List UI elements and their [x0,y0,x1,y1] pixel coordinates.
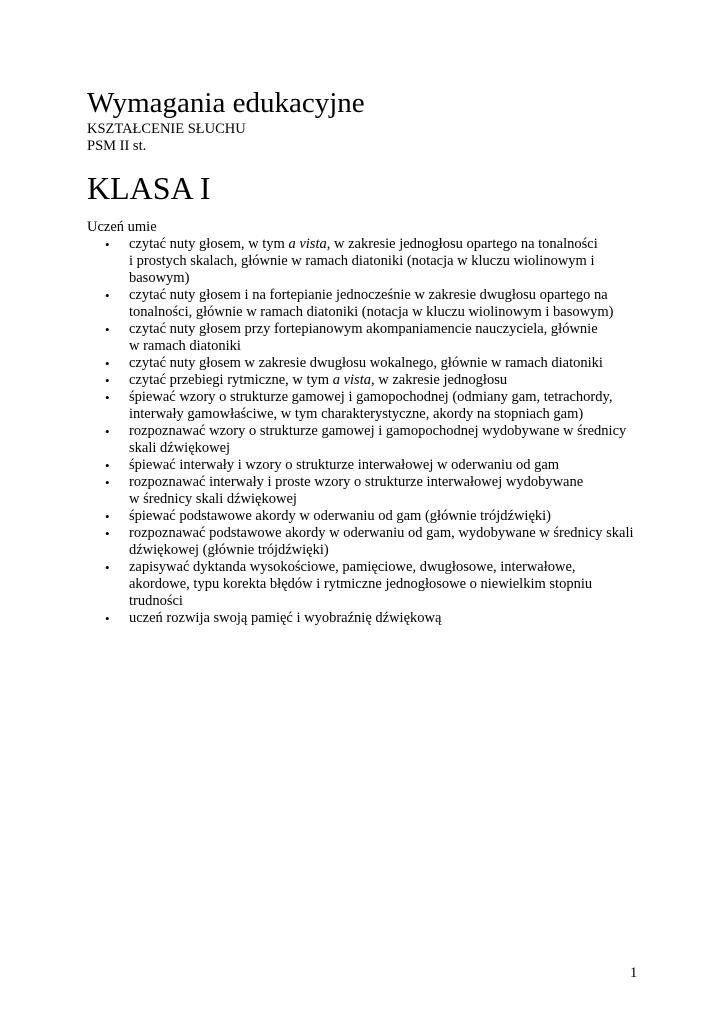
list-item [105,525,650,559]
intro-text: Uczeń umie [87,219,157,235]
bullet-icon: • [105,475,110,490]
bullet-icon: • [105,424,110,439]
list-item [105,389,650,423]
list-item-text-end: , w zakresie jednogłosu [370,372,508,388]
list-item [105,610,650,627]
list-item-text [129,610,441,626]
list-item [105,457,650,474]
list-item-text-start: śpiewać interwały i wzory o strukturze interwałowej w oderwaniu od gam [129,457,560,473]
list-item-text [129,457,559,473]
list-item-continuation: akordowe, typu korekta błędów i rytmiczne jednogłosowe o niewielkim stopniu [129,576,593,592]
bullet-icon: • [105,509,110,524]
list-item-text [129,236,598,252]
bullet-icon: • [105,373,110,388]
class-heading: KLASA I [87,170,211,206]
bullet-icon: • [105,288,110,303]
list-item-italic: a vista [288,236,327,252]
list-item-text-start: czytać przebiegi rytmiczne, w tym [129,372,333,388]
bullet-icon: • [105,322,110,337]
subject-name: KSZTAŁCENIE SŁUCHU [87,121,246,137]
list-item [105,508,650,525]
list-item-text-end: , w zakresie jednogłosu opartego na tonalności [326,236,598,252]
list-item-text-start: czytać nuty głosem przy fortepianowym akompaniamencie nauczyciela, głównie [129,321,598,337]
bullet-icon: • [105,458,110,473]
list-item [105,287,650,321]
list-item-text-start: rozpoznawać wzory o strukturze gamowej i gamopochodnej wydobywane w średnicy [129,423,627,439]
list-item [105,559,650,610]
list-item-continuation: interwały gamowłaściwe, w tym charakterystyczne, akordy na stopniach gam) [129,406,584,422]
list-item-text-start: rozpoznawać interwały i proste wzory o strukturze interwałowej wydobywane [129,474,584,490]
bullet-icon: • [105,390,110,405]
list-item-continuation: dźwiękowej (głównie trójdźwięki) [129,542,329,558]
list-item-continuation: trudności [129,593,183,609]
list-item [105,474,650,508]
list-item-continuation: tonalności, głównie w ramach diatoniki (notacja w kluczu wiolinowym i basowym) [129,304,614,320]
bullet-icon: • [105,356,110,371]
list-item-continuation: basowym) [129,270,190,286]
list-item-text-start: uczeń rozwija swoją pamięć i wyobraźnię dźwiękową [129,610,442,626]
list-item-continuation: w średnicy skali dźwiękowej [129,491,297,507]
list-item-text-start: czytać nuty głosem, w tym [129,236,289,252]
list-item-text [129,389,612,405]
list-item-text-start: czytać nuty głosem w zakresie dwugłosu wokalnego, głównie w ramach diatoniki [129,355,603,371]
requirements-list [105,236,650,627]
list-item-text [129,372,507,388]
bullet-icon: • [105,611,110,626]
page-number: 1 [630,965,638,981]
list-item-text-start: śpiewać podstawowe akordy w oderwaniu od gam (głównie trójdźwięki) [129,508,551,524]
list-item-text [129,525,634,541]
list-item-text-start: śpiewać wzory o strukturze gamowej i gamopochodnej (odmiany gam, tetrachordy, [129,389,613,405]
list-item-text [129,423,626,439]
list-item [105,355,650,372]
document-title: Wymagania edukacyjne [87,87,365,119]
bullet-icon: • [105,526,110,541]
list-item-text [129,474,583,490]
list-item-text-start: rozpoznawać podstawowe akordy w oderwaniu od gam, wydobywane w średnicy skali [129,525,634,541]
list-item [105,372,650,389]
bullet-icon: • [105,237,110,252]
list-item [105,423,650,457]
bullet-icon: • [105,560,110,575]
list-item [105,236,650,287]
list-item-text [129,321,598,337]
list-item-continuation: w ramach diatoniki [129,338,241,354]
list-item-italic: a vista [332,372,371,388]
list-item-text [129,559,576,575]
list-item-text-start: zapisywać dyktanda wysokościowe, pamięciowe, dwugłosowe, interwałowe, [129,559,576,575]
list-item-text-start: czytać nuty głosem i na fortepianie jednocześnie w zakresie dwugłosu opartego na [129,287,608,303]
list-item-text [129,508,551,524]
school-level: PSM II st. [87,138,147,154]
list-item-continuation: skali dźwiękowej [129,440,231,456]
list-item-continuation: i prostych skalach, głównie w ramach diatoniki (notacja w kluczu wiolinowym i [129,253,595,269]
list-item [105,321,650,355]
list-item-text [129,287,608,303]
list-item-text [129,355,603,371]
